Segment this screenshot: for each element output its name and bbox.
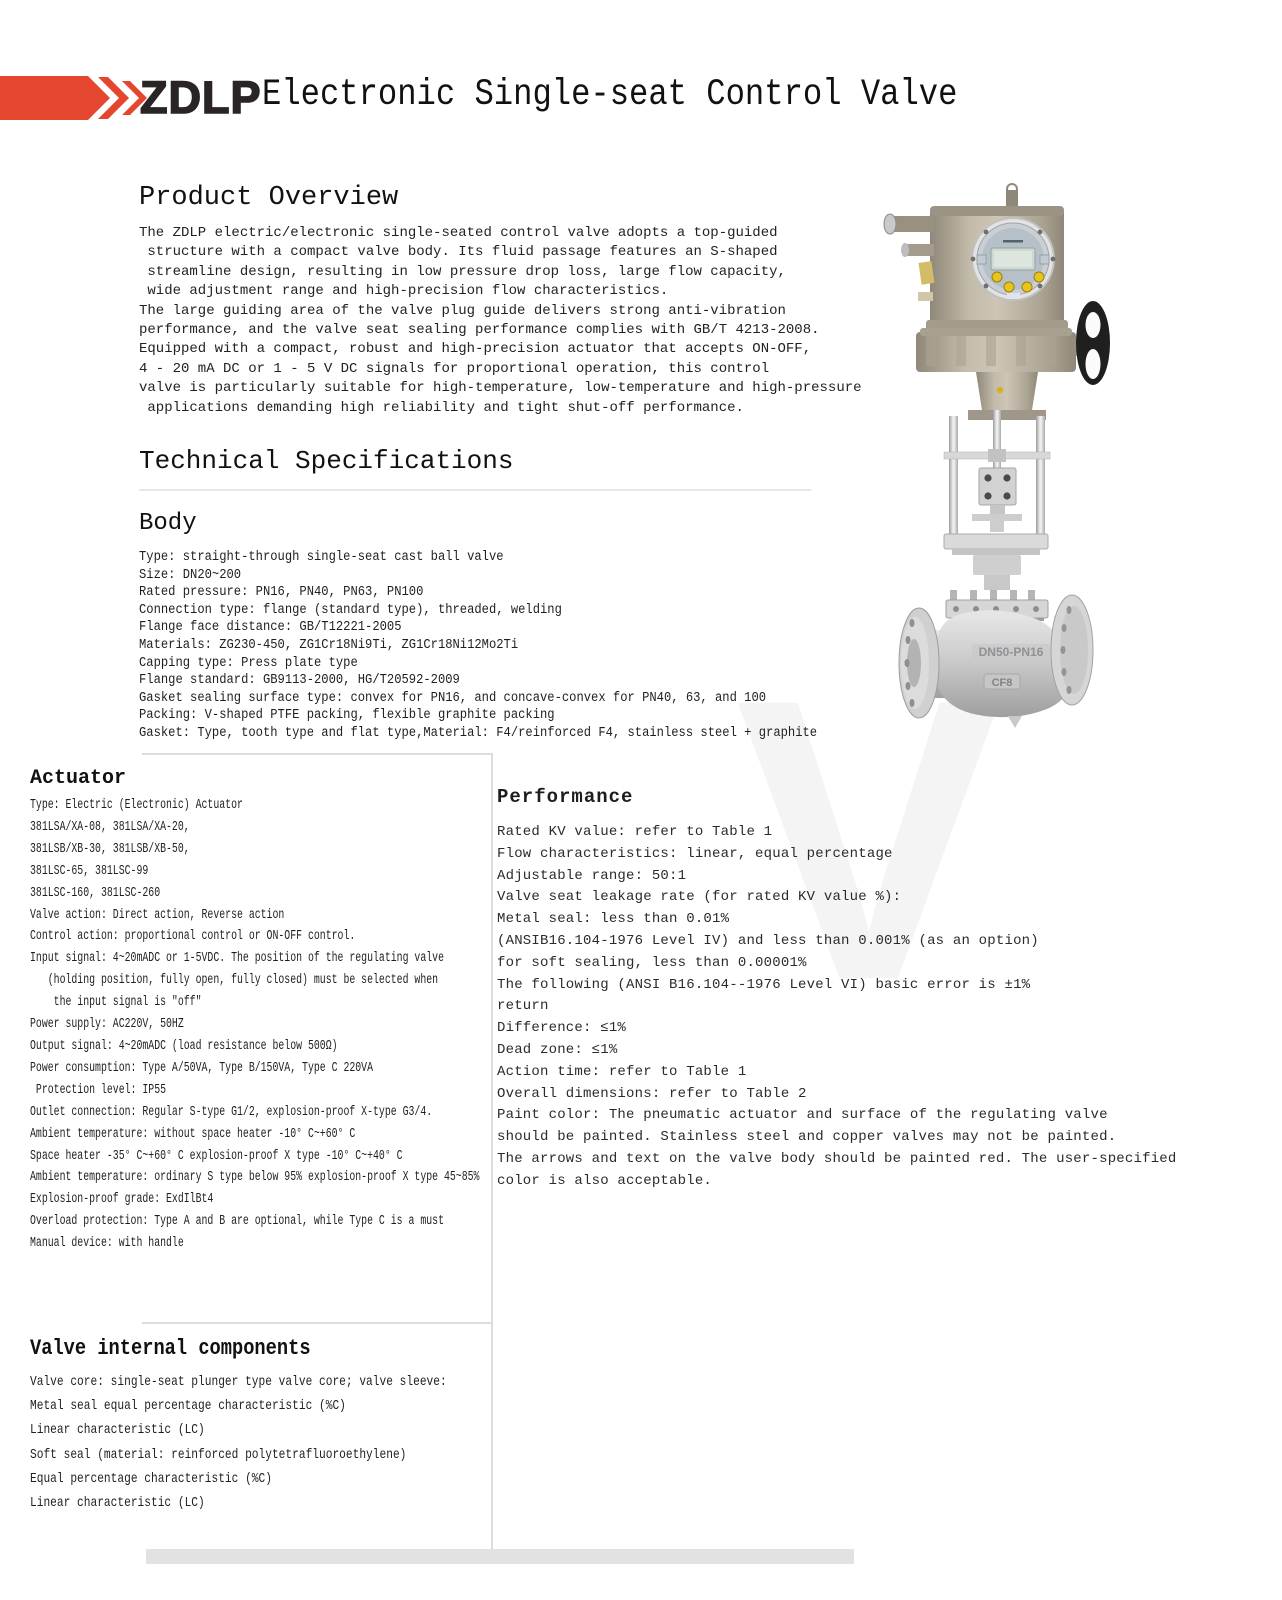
- actuator-spec-line: Valve action: Direct action, Reverse action: [30, 907, 285, 923]
- drain-plug: [1008, 716, 1022, 728]
- performance-spec-line: Metal seal: less than 0.01%: [497, 911, 730, 928]
- gear-case: [916, 328, 1088, 372]
- performance-spec-line: Dead zone: ≤1%: [497, 1041, 618, 1058]
- actuator-spec-line: Ambient temperature: without space heater -10° C~+60° C: [30, 1126, 356, 1142]
- tech-specs-divider: [139, 489, 811, 491]
- actuator-spec-line: the input signal is "off": [30, 995, 202, 1011]
- actuator-spec-line: Power consumption: Type A/50VA, Type B/150VA, Type C 220VA: [30, 1060, 374, 1076]
- actuator-spec-line: 381LSA/XA-08, 381LSA/XA-20,: [30, 819, 190, 835]
- body-spec-line: Flange face distance: GB/T12221-2005: [139, 620, 402, 636]
- actuator-block-bottom-border: [142, 1322, 491, 1324]
- actuator-spec-line: Explosion-proof grade: ExdIlBt4: [30, 1192, 214, 1208]
- actuator-spec-line: Overload protection: Type A and B are optional, while Type C is a must: [30, 1214, 444, 1230]
- performance-spec-line: Difference: ≤1%: [497, 1020, 627, 1037]
- actuator-spec-line: Ambient temperature: ordinary S type below 95% explosion-proof X type 45~85%: [30, 1170, 480, 1186]
- overview-paragraph: [139, 224, 919, 418]
- actuator-spec-line: Manual device: with handle: [30, 1236, 184, 1252]
- performance-spec-line: should be painted. Stainless steel and copper valves may not be painted.: [497, 1129, 1117, 1146]
- actuator-spec-line: 381LSC-160, 381LSC-260: [30, 885, 161, 901]
- overview-line: Equipped with a compact, robust and high-precision actuator that accepts ON-OFF,: [139, 341, 812, 358]
- bonnet-assembly: [944, 534, 1048, 621]
- performance-spec-line: The following (ANSI B16.104--1976 Level VI) basic error is ±1%: [497, 976, 1031, 993]
- overview-line: wide adjustment range and high-precision flow characteristics.: [139, 283, 669, 300]
- body-spec-line: Packing: V-shaped PTFE packing, flexible graphite packing: [139, 708, 555, 724]
- body-spec-line: Gasket: Type, tooth type and flat type,Material: F4/reinforced F4, stainless steel + graphite: [139, 725, 818, 741]
- overview-line: valve is particularly suitable for high-temperature, low-temperature and high-pressure: [139, 380, 862, 397]
- footer-bar: [146, 1549, 854, 1564]
- actuator-spec-line: 381LSC-65, 381LSC-99: [30, 863, 149, 879]
- valve-internal-line: Linear characteristic (LC): [30, 1422, 205, 1439]
- valve-internal-heading: Valve internal components: [30, 1336, 311, 1361]
- body-spec-line: Capping type: Press plate type: [139, 655, 358, 671]
- body-spec-line: Materials: ZG230-450, ZG1Cr18Ni9Ti, ZG1Cr18Ni12Mo2Ti: [139, 637, 519, 653]
- body-section-heading: Body: [139, 510, 197, 537]
- valve-internal-line: Linear characteristic (LC): [30, 1495, 205, 1512]
- overview-line: The large guiding area of the valve plug guide delivers strong anti-vibration: [139, 302, 786, 319]
- performance-spec-list: [497, 822, 1217, 1193]
- logo-zdlp: ZDLP: [140, 72, 262, 123]
- body-spec-line: Gasket sealing surface type: convex for PN16, and concave-convex for PN40, 63, and 100: [139, 690, 767, 706]
- overview-line: streamline design, resulting in low pressure drop loss, large flow capacity,: [139, 263, 786, 280]
- valve-internal-line: Equal percentage characteristic (%C): [30, 1470, 272, 1487]
- body-size-marking: DN50-PN16: [978, 645, 1044, 659]
- actuator-spec-line: (holding position, fully open, fully closed) must be selected when: [30, 973, 439, 989]
- body-spec-line: Connection type: flange (standard type), threaded, welding: [139, 602, 562, 618]
- panel-button: [1022, 282, 1032, 292]
- overview-line: applications demanding high reliability and tight shut-off performance.: [139, 399, 744, 416]
- overview-line: 4 - 20 mA DC or 1 - 5 V DC signals for proportional operation, this control: [139, 360, 770, 377]
- tech-specs-heading: Technical Specifications: [139, 446, 514, 476]
- performance-spec-line: Rated KV value: refer to Table 1: [497, 824, 773, 840]
- performance-spec-line: Adjustable range: 50:1: [497, 867, 687, 884]
- performance-spec-line: color is also acceptable.: [497, 1172, 713, 1189]
- performance-spec-line: Action time: refer to Table 1: [497, 1063, 747, 1080]
- actuator-spec-list: [30, 795, 512, 1255]
- overview-heading: Product Overview: [139, 183, 399, 213]
- page-title: Electronic Single-seat Control Valve: [262, 74, 958, 116]
- valve-internal-list: [30, 1370, 510, 1515]
- overview-line: The ZDLP electric/electronic single-seated control valve adopts a top-guided: [139, 225, 778, 241]
- overview-line: performance, and the valve seat sealing performance complies with GB/T 4213-2008.: [139, 322, 820, 339]
- performance-spec-line: return: [497, 998, 549, 1015]
- manual-handwheel: [1076, 301, 1110, 385]
- actuator-spec-line: Input signal: 4~20mADC or 1-5VDC. The position of the regulating valve: [30, 951, 444, 967]
- performance-spec-line: (ANSIB16.104-1976 Level IV) and less than 0.001% (as an option): [497, 932, 1039, 949]
- actuator-display-panel: [971, 218, 1056, 300]
- body-material-marking: CF8: [991, 677, 1013, 689]
- performance-heading: Performance: [497, 786, 634, 808]
- performance-spec-line: Overall dimensions: refer to Table 2: [497, 1085, 807, 1102]
- body-spec-line: Size: DN20~200: [139, 567, 242, 583]
- panel-button: [1004, 282, 1014, 292]
- performance-spec-line: Flow characteristics: linear, equal percentage: [497, 845, 893, 862]
- stem-connector-block: [979, 468, 1016, 505]
- performance-spec-line: The arrows and text on the valve body should be painted red. The user-specified: [497, 1150, 1177, 1167]
- overview-line: structure with a compact valve body. Its fluid passage features an S-shaped: [139, 244, 778, 261]
- body-spec-line: Flange standard: GB9113-2000, HG/T20592-2009: [139, 673, 460, 689]
- valve-internal-line: Soft seal (material: reinforced polytetrafluoroethylene): [30, 1446, 407, 1463]
- valve-product-image: [860, 160, 1282, 820]
- panel-button: [992, 272, 1002, 282]
- actuator-spec-line: Outlet connection: Regular S-type G1/2, explosion-proof X-type G3/4.: [30, 1104, 433, 1120]
- actuator-spec-line: Control action: proportional control or ON-OFF control.: [30, 929, 356, 945]
- actuator-spec-line: Power supply: AC220V, 50HZ: [30, 1017, 184, 1033]
- valve-internal-line: Valve core: single-seat plunger type valve core; valve sleeve:: [30, 1374, 447, 1390]
- body-spec-line: Type: straight-through single-seat cast ball valve: [139, 550, 504, 565]
- yoke-and-stem: [944, 372, 1050, 534]
- body-spec-list: [139, 549, 818, 743]
- actuator-spec-line: Output signal: 4~20mADC (load resistance below 500Ω): [30, 1038, 338, 1054]
- body-spec-line: Rated pressure: PN16, PN40, PN63, PN100: [139, 585, 424, 601]
- actuator-spec-line: 381LSB/XB-30, 381LSB/XB-50,: [30, 841, 190, 857]
- actuator-heading: Actuator: [30, 767, 127, 790]
- panel-button: [1034, 272, 1044, 282]
- panel-brand-mark: [1003, 240, 1023, 243]
- performance-spec-line: Valve seat leakage rate (for rated KV value %):: [497, 889, 902, 906]
- valve-internal-line: Metal seal equal percentage characteristic (%C): [30, 1398, 346, 1415]
- performance-spec-line: Paint color: The pneumatic actuator and surface of the regulating valve: [497, 1107, 1108, 1124]
- actuator-block-top-border: [142, 753, 491, 755]
- valve-body: [899, 595, 1093, 728]
- actuator-spec-line: Type: Electric (Electronic) Actuator: [30, 798, 243, 813]
- brand-banner-arrow-icon: [0, 76, 160, 120]
- actuator-spec-line: Space heater -35° C~+60° C explosion-proof X type -10° C~+40° C: [30, 1148, 403, 1164]
- actuator-spec-line: Protection level: IP55: [30, 1082, 167, 1098]
- performance-spec-line: for soft sealing, less than 0.00001%: [497, 954, 807, 971]
